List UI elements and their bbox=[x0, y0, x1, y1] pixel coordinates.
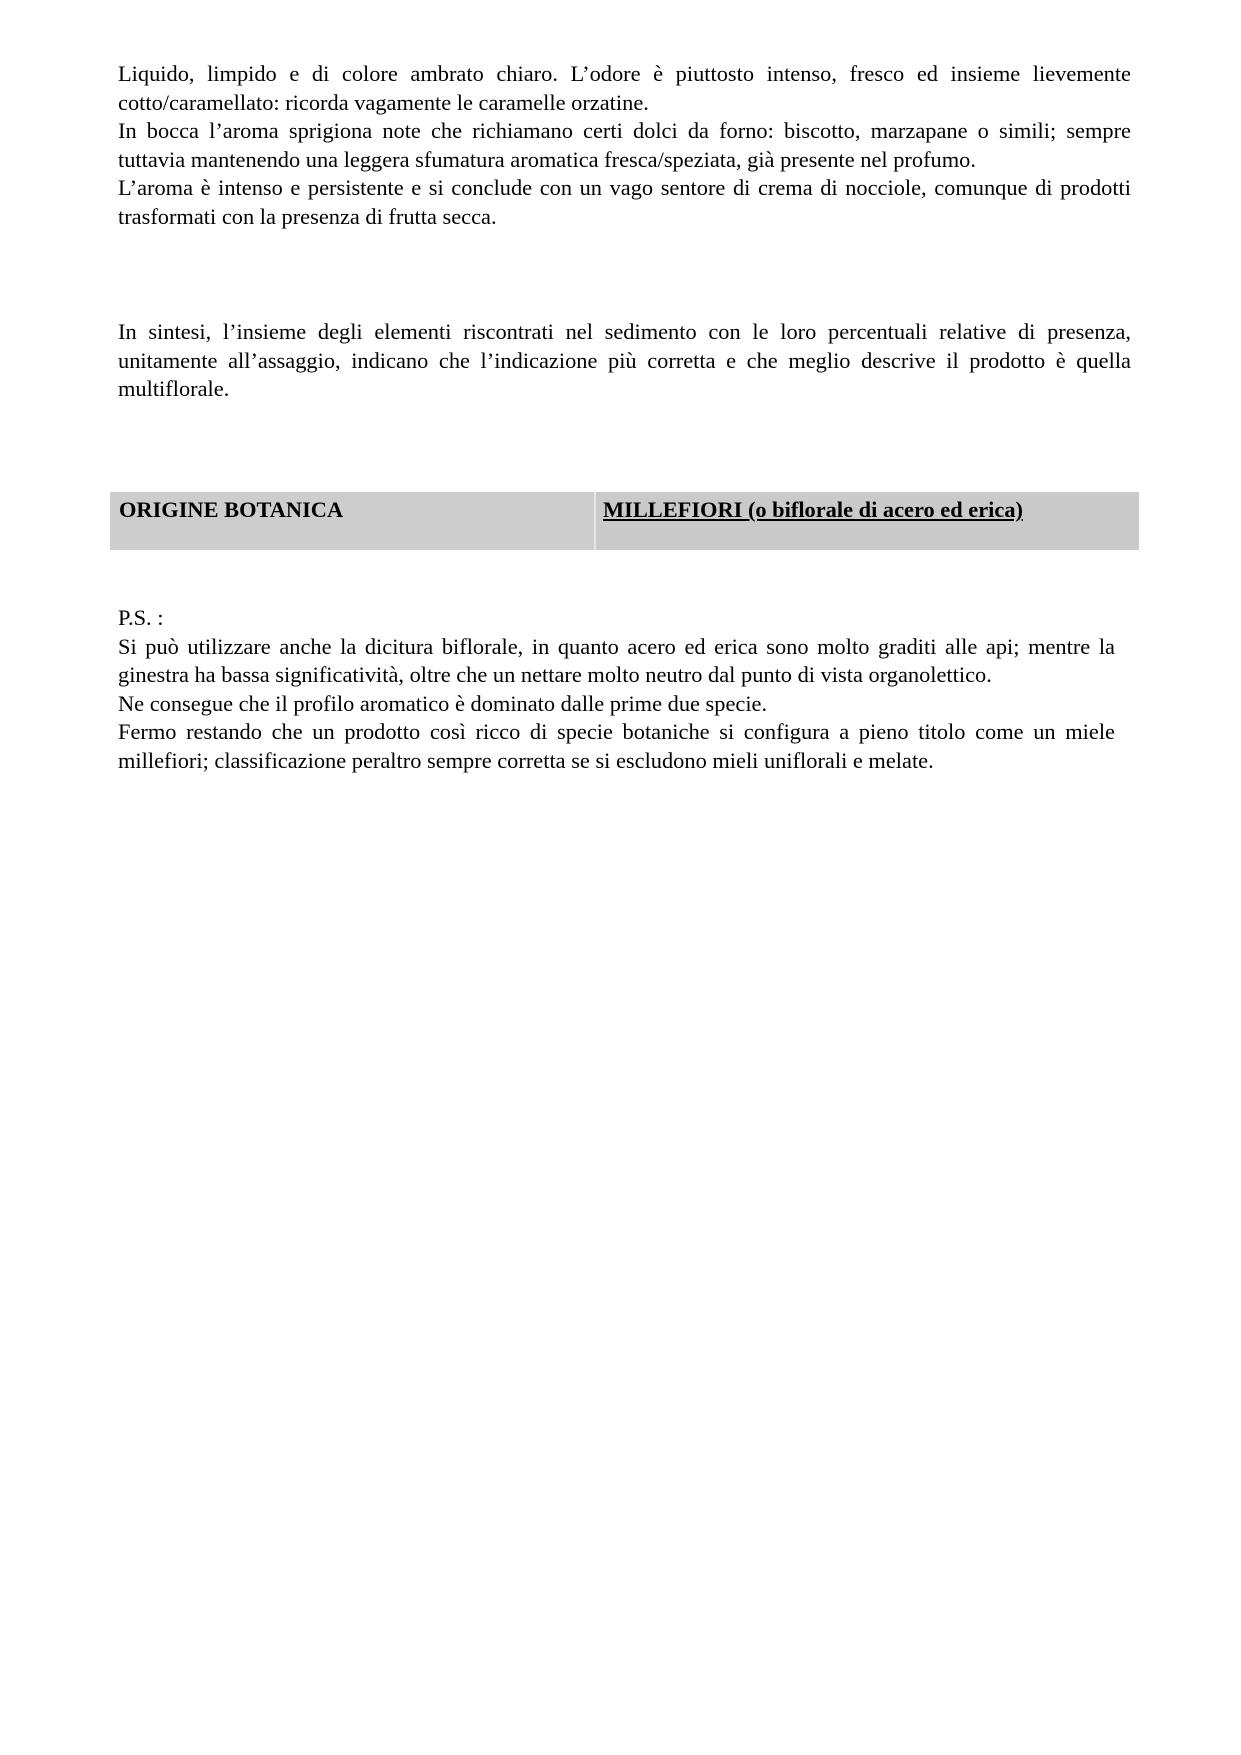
postscript-heading: P.S. : bbox=[118, 605, 164, 630]
origin-label-cell bbox=[110, 492, 594, 550]
summary-text: In sintesi, l’insieme degli elementi riscontrati nel sedimento con le loro percentuali relative di presenza, unitamente all’assaggio, indicano che l’indicazione più corretta e che meglio descrive il prodotto è quella multiflorale. bbox=[118, 319, 1131, 402]
origin-value-cell bbox=[596, 492, 1139, 550]
postscript-line-profile: Ne consegue che il profilo aromatico è dominato dalle prime due specie. bbox=[118, 690, 768, 716]
description-line-appearance: Liquido, limpido e di colore ambrato chiaro. L’odore è piuttosto intenso, fresco ed insieme lievemente cotto/caramellato: ricorda vagamente le caramelle orzatine. bbox=[118, 61, 1131, 115]
postscript-section bbox=[118, 604, 1115, 776]
botanical-origin-table bbox=[110, 492, 1139, 550]
description-line-taste: In bocca l’aroma sprigiona note che richiamano certi dolci da forno: biscotto, marzapane o simili; sempre tuttavia mantenendo una leggera sfumatura aromatica fresca/speziata, già presente nel profumo. bbox=[118, 118, 1131, 172]
postscript-line-millefiori: Fermo restando che un prodotto così ricco di specie botaniche si configura a pieno titolo come un miele millefiori; classificazione peraltro sempre corretta se si escludono mieli uniflorali e melate. bbox=[118, 719, 1115, 773]
origin-value: MILLEFIORI (o biflorale di acero ed erica) bbox=[603, 497, 1023, 522]
postscript-line-biflorale: Si può utilizzare anche la dicitura biflorale, in quanto acero ed erica sono molto graditi alle api; mentre la ginestra ha bassa significatività, oltre che un nettare molto neutro dal punto di vista organolettico. bbox=[118, 633, 1115, 688]
description-line-aroma: L’aroma è intenso e persistente e si conclude con un vago sentore di crema di nocciole, comunque di prodotti trasformati con la presenza di frutta secca. bbox=[118, 175, 1131, 229]
summary-section bbox=[118, 318, 1131, 404]
description-section bbox=[118, 60, 1131, 232]
origin-label: ORIGINE BOTANICA bbox=[119, 497, 344, 522]
